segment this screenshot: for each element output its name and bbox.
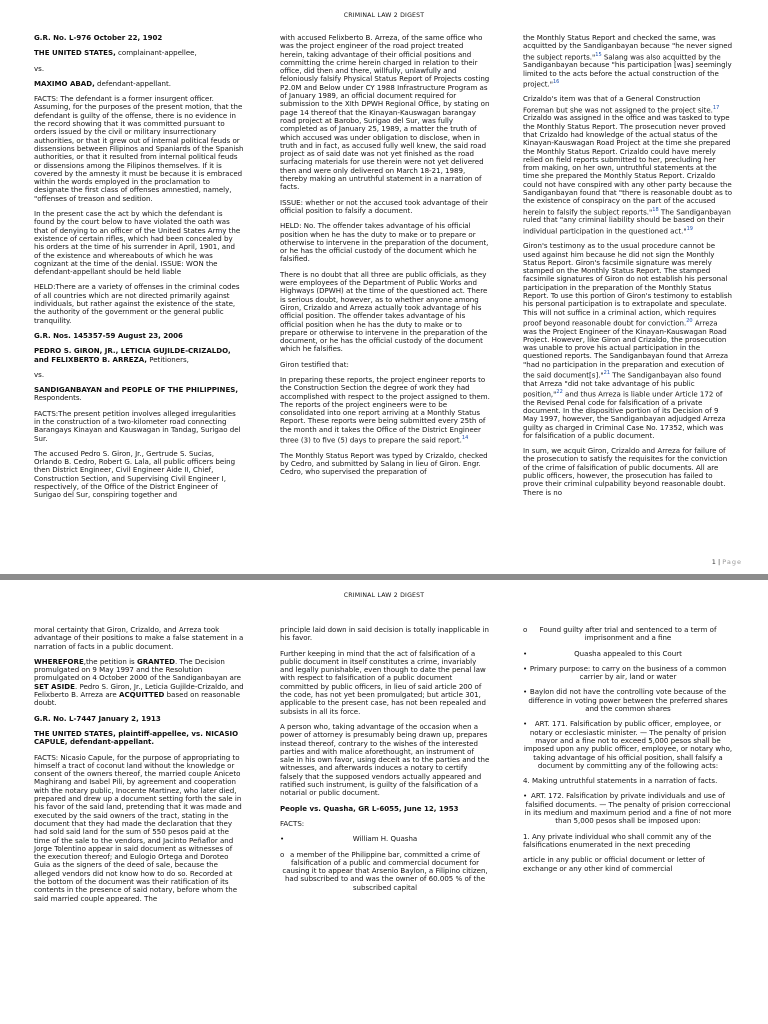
paragraph (34, 626, 244, 651)
bold-text: THE UNITED STATES, plaintiff-appellee, vs. NICASIO CAPULE, defendant-appellant. (34, 728, 239, 747)
text: article in any public or official document or letter of exchange or any other kind of commercial (523, 855, 705, 873)
footnote-ref: 20 (686, 317, 693, 324)
bold-text: WHEREFORE (34, 656, 84, 666)
text: Respondents. (34, 393, 82, 403)
paragraph (34, 386, 244, 403)
bullet-marker: o (280, 849, 285, 859)
text: The accused Pedro S. Giron, Jr., Gertrude S. Sucias, Orlando B. Cedro, Robert G. Lala, all public officers being then District Engineer, Civil Engineer Aide II, Chief, Construction Section, and Supervising Civil Engineer I, respectively, of the Office of the District Engineer of Surigao del Sur, conspiring together and (34, 448, 236, 500)
paragraph (523, 650, 733, 658)
text: Baylon did not have the controlling vote because of the difference in voting power between the preferred shares and the common shares (528, 687, 728, 714)
bullet-marker: • (523, 648, 528, 658)
bold-text: G.R. No. L-976 October 22, 1902 (34, 33, 163, 42)
paragraph (280, 361, 490, 369)
text: Giron's testimony as to the usual procedure cannot be used against him because he did not sign the Monthly Status Report. Giron's facsimile signature was merely stamped on the Monthly Status Report. The stamped facsimile signatures of Giron do not establish his personal participation in the preparation of the Monthly Status Report. To use this portion of Giron's testimony to establish his personal participation is to extrapolate and speculate. This will not suffice in a criminal action, which requires proof beyond reasonable doubt for conviction. (523, 241, 733, 328)
footnote-ref: 21 (603, 370, 611, 377)
paragraph (280, 723, 490, 798)
paragraph (34, 658, 244, 708)
paragraph (523, 95, 733, 235)
page-header: CRIMINAL LAW 2 DIGEST (343, 12, 425, 19)
paragraph (523, 447, 733, 497)
text: Crizaldo was assigned in the office and was tasked to type the Monthly Status Report. The prosecution never proved that Crizaldo had knowledge of the actual status of the Kinayan-Kauswagan Road Project at the time she prepared the Monthly Status Report. Crizaldo could have merely relied on field reports submitted to her, precluding her from making, on her own, untruthful statements at the time she prepared the Monthly Status Report. Crizaldo could not have conspired with any other party because the Sandiganbayan found that "there is reasonable doubt as to the existence of conspiracy on the part of the accused herein to falsify the subject reports." (523, 113, 733, 217)
text: There is no doubt that all three are public officials, as they were employees of the Department of Public Works and Highways (DPWH) at the time of the questioned act. There is serious doubt, however, as to whether anyone among Giron, Crizaldo and Arreza actually took advantage of his official position. The offender takes advantage of his official position when he has the duty to make or to prepare or otherwise to intervene in the preparation of the document, or he has the official custody of the document which he falsifies. (280, 269, 488, 354)
bullet-marker: • (523, 791, 528, 801)
paragraph (280, 820, 490, 828)
text: The Sandiganbayan ruled that "any criminal liability should be based on their individual participation in the questioned act." (523, 207, 731, 235)
text: Found guilty after trial and sentenced to a term of imprisonment and a fine (539, 625, 717, 643)
text: Further keeping in mind that the act of falsification of a public document in itself constitutes a crime, invariably and legally punishable, even though to date the penal law with respect to falsification of a public document committed by public officers, in lieu of said article 200 of the code, has not yet been promulgated; but article 301, applicable to the present case, has not been repealed and subsists in all its force. (280, 648, 487, 716)
column-1 (34, 34, 244, 507)
column-2 (280, 626, 490, 899)
bullet-marker: • (523, 663, 528, 673)
text: FACTS: (280, 818, 305, 828)
text: the Monthly Status Report and checked the same, was acquitted by the Sandiganbayan because "he never signed the subject reports." (523, 33, 733, 61)
paragraph (280, 851, 490, 892)
column-3 (523, 34, 733, 504)
text: moral certainty that Giron, Crizaldo, and Arreza took advantage of their positions to make a false statement in a narration of facts in a public document. (34, 625, 244, 651)
text: Primary purpose: to carry on the business of a common carrier by air, land or water (529, 663, 727, 682)
paragraph (280, 222, 490, 263)
text: A person who, taking advantage of the occasion when a power of attorney is presumably being drawn up, prepares instead thereof, contrary to the wishes of the interested parties and with malice aforethought, an instrument of sale in his own favor, using deceit as to the parties and the witnesses, and afterwards induces a notary to certify falsely that the supposed vendors actually appeared and ratified such instrument, is guilty of the falsification of a notarial or public document. (280, 721, 490, 798)
document-page-2 (0, 580, 768, 1024)
paragraph (34, 715, 244, 723)
text: FACTS:The present petition involves alleged irregularities in the construction of a two-kilometer road connecting Barangays Kinayan and Kauswagan in Tandag, Surigao del Sur. (34, 408, 241, 443)
paragraph (34, 65, 244, 73)
text: based on reasonable doubt. (34, 690, 241, 708)
column-2 (280, 34, 490, 484)
paragraph (280, 835, 490, 843)
page-number-value: 1 (711, 558, 716, 566)
text: ART. 171. Falsification by public officer, employee, or notary or ecclesiastic minister. — The penalty of prision mayor and a fine not to exceed 5,000 pesos shall be imposed upon any public officer, employee, or notary who, taking advantage of his official position, shall falsify a document by committing any of the following acts: (523, 719, 733, 770)
paragraph (523, 777, 733, 785)
text: complainant-appellee, (115, 48, 197, 58)
paragraph (280, 626, 490, 643)
text: FACTS: The defendant is a former insurgent officer. Assuming, for the purposes of the present motion, that the defendant is guilty of the offense, there is no evidence in the record showing that it was committed pursuant to orders issued by the civil or military insurrectionary authorities, or that it grew out of internal political feuds or dissensions between Filipinos and Spaniards of the Spanish authorities, or that it resulted from internal political feuds or dissensions among the Filipinos themselves. If it is covered by the amnesty it must be because it is embraced within the words employed in the proclamation to designate the first class of offenses amnestied, namely, "offenses of treason and sedition. (34, 94, 244, 203)
paragraph (34, 410, 244, 443)
paragraph (523, 856, 733, 873)
bullet-marker: • (523, 719, 528, 729)
text: ART. 172. Falsification by private individuals and use of falsified documents. — The penalty of prision correccional in its medium and maximum period and a fine of not more than 5,000 pesos shall be imposed upon: (524, 791, 732, 826)
paragraph (34, 332, 244, 340)
text: 1. Any private individual who shall commit any of the falsifications enumerated in the next preceding (523, 831, 712, 849)
text: vs. (34, 369, 45, 379)
bold-text: SANDIGANBAYAN and PEOPLE OF THE PHILIPPINES, (34, 385, 239, 395)
footnote-ref: 19 (686, 225, 693, 232)
text: . Pedro S. Giron, Jr., Leticia Gujilde-Crizaldo, and Felixberto B. Arreza are (34, 681, 244, 700)
paragraph (523, 792, 733, 825)
page-number: 1 | Page (711, 558, 742, 566)
bold-text: MAXIMO ABAD, (34, 78, 95, 88)
paragraph (523, 665, 733, 682)
paragraph (523, 720, 733, 770)
paragraph (280, 199, 490, 216)
text: a member of the Philippine bar, committed a crime of falsification of a public and commercial document for causing it to appear that Arsenio Baylon, a Filipino citizen, had subscribed to and was the owner of 60.005 % of the subscribed capital (282, 849, 488, 892)
column-1 (34, 626, 244, 910)
text: 4. Making untruthful statements in a narration of facts. (523, 776, 718, 786)
text: The Sandiganbayan also found that Arreza "did not take advantage of his public position," (523, 370, 722, 399)
text: and thus Arreza is liable under Article 172 of the Revised Penal code for falsification of a private document. In the dispositive portion of its Decision of 9 May 1997, however, the Sandiganbayan adjudged Arreza guilty as charged in Criminal Case No. 17352, which was for falsification of a public document. (523, 389, 726, 440)
text: FACTS: Nicasio Capule, for the purpose of appropriating to himself a tract of coconut land without the knowledge or consent of the owners thereof, the married couple Aniceto Maghirang and Isabel Pili, by agreement and cooperation with the notary public, Inocente Martinez, who later died, prepared and drew up a document setting forth the sale in his favor of the said land, pretending that it was made and executed by the said owners of the tract, stating in the document that they had made the declaration that they had sold said land for the sum of 550 pesos paid at the time of the sale to the vendors, and Jacinto Peñaflor and Jorge Tolentino appear in said document as witnesses of the execution thereof; and Eulogio Ortega and Doroteo Guia as the signers of the deed of sale, because the alleged vendors did not know how to do so. Recorded at the bottom of the document was their ratification of its contents in the presence of said notary, before whom the said married couple appeared. The (34, 752, 242, 903)
paragraph (34, 95, 244, 203)
bold-text: GRANTED (136, 656, 176, 666)
text: Arreza was the Project Engineer of the Kinayan-Kauswagan Road Project. However, like Giron and Crizaldo, the prosecution was unable to prove his actual participation in the questioned reports. The Sandiganbayan found that Arreza "had no participation in the preparation and execution of the said document[s]." (523, 318, 729, 380)
bold-text: PEDRO S. GIRON, JR., LETICIA GUJILDE-CRIZALDO, and FELIXBERTO B. ARREZA, (34, 346, 231, 364)
paragraph (34, 347, 244, 364)
text: In the present case the act by which the defendant is found by the court below to have violated the oath was that of denying to an officer of the United States Army the existence of certain rifles, which had been concealed by his orders at the time of his surrender in April, 1901, and of the existence and whereabouts of which he was cognizant at the time of the denial. ISSUE: WON the defendant-appellant should be held liable (34, 209, 241, 277)
bullet-marker: • (523, 687, 528, 697)
footnote-ref: 16 (552, 78, 560, 85)
paragraph (34, 34, 244, 42)
bold-text: SET ASIDE (34, 681, 75, 691)
bold-text: G.R. No. L-7447 January 2, 1913 (34, 713, 161, 723)
text: In preparing these reports, the project engineer reports to the Construction Section the degree of work they had accomplished with respect to the project assigned to them. The reports of the project engineers were to be consolidated into one report arriving at a Monthly Status Report. These reports were being submitted every 25th of the month and it takes the Office of the District Engineer three (3) to five (5) days to prepare the said report. (280, 374, 490, 445)
text: The Monthly Status Report was typed by Crizaldo, checked by Cedro, and submitted by Salang in lieu of Giron. Engr. Cedro, who supervised the preparation of (280, 450, 488, 477)
paragraph (280, 452, 490, 477)
text: ,the petition is (83, 656, 137, 666)
text: Crizaldo's item was that of a General Construction Foreman but she was not assigned to the project site. (523, 94, 713, 115)
text: Petitioners, (146, 354, 189, 364)
paragraph (34, 730, 244, 747)
page-number-label: Page (722, 558, 742, 566)
paragraph (34, 450, 244, 500)
text: defendant-appellant. (94, 78, 171, 88)
text: principle laid down in said decision is totally inapplicable in his favor. (280, 625, 490, 643)
paragraph (523, 34, 733, 88)
paragraph (280, 805, 490, 813)
bold-text: G.R. Nos. 145357-59 August 23, 2006 (34, 330, 183, 340)
bullet-marker: • (280, 834, 285, 844)
footnote-ref: 17 (712, 104, 720, 111)
text: with accused Felixberto B. Arreza, of the same office who was the project engineer of the road project treated herein, taking advantage of their official positions and committing the crime herein charged in relation to their office, did then and there, willfully, unlawfully and feloniously falsify Physical Status Report of Projects costing P2.0M and Below under CY 1988 Infrastructure Program as of January 1989, an official document required for submission to the XIth DPWH Regional Office, by stating on page 14 thereof that the Kinayan-Kauswagan barangay road project at Barobo, Surigao del Sur, was fully completed as of January 25, 1989, a matter the truth of which accused was under obligation to disclose, when in truth and in fact, as accused fully well knew, the said road project as of said date was not yet finished as the road surfacing materials for use therein were not yet delivered then and were only delivered on March 18-21, 1989, thereby making an untruthful statement in a narration of facts. (280, 33, 490, 192)
paragraph (34, 371, 244, 379)
footnote-ref: 14 (461, 435, 469, 442)
paragraph (280, 650, 490, 716)
bullet-marker: o (523, 625, 528, 634)
text: In sum, we acquit Giron, Crizaldo and Arreza for failure of the prosecution to satisfy the requisites for the conviction of the crime of falsification of public documents. All are public officers, however, the prosecution has failed to prove their criminal culpability beyond reasonable doubt. There is no (523, 446, 728, 497)
paragraph (34, 283, 244, 324)
text: HELD:There are a variety of offenses in the criminal codes of all countries which are not directed primarily against individuals, but rather against the existence of the state, the authority of the government or the general public tranquility. (34, 282, 240, 325)
text: HELD: No. The offender takes advantage of his official position when he has the duty to make or to prepare or otherwise to intervene in the preparation of the document, or he has the official custody of the document which he falsified. (280, 221, 489, 264)
text: Salang was also acquitted by the Sandiganbayan because "his participation [was] seemingly limited to the acts before the actual construction of the project." (523, 51, 732, 89)
text: . The Decision promulgated on 9 May 1997 and the Resolution promulgated on 4 October 2000 of the Sandiganbayan are (34, 656, 241, 683)
paragraph (523, 242, 733, 440)
text: vs. (34, 63, 45, 73)
bold-text: ACQUITTED (119, 690, 165, 700)
paragraph (523, 688, 733, 713)
text: Giron testified that: (280, 359, 349, 369)
paragraph (34, 49, 244, 57)
paragraph (34, 210, 244, 276)
text: Quasha appealed to this Court (574, 648, 682, 658)
page-header: CRIMINAL LAW 2 DIGEST (343, 592, 425, 599)
footnote-ref: 15 (595, 51, 602, 58)
text: ISSUE: whether or not the accused took advantage of their official position to falsify a document. (280, 197, 488, 215)
footnote-ref: 18 (652, 206, 659, 213)
paragraph (34, 80, 244, 88)
column-3 (523, 626, 733, 880)
paragraph (523, 626, 733, 643)
paragraph (523, 833, 733, 850)
paragraph (280, 271, 490, 354)
paragraph (280, 34, 490, 192)
paragraph (34, 754, 244, 903)
bold-text: People vs. Quasha, GR L-6055, June 12, 1953 (280, 803, 459, 813)
paragraph (280, 376, 490, 445)
bold-text: THE UNITED STATES, (34, 48, 116, 58)
text: William H. Quasha (352, 834, 418, 844)
footnote-ref: 22 (556, 388, 563, 395)
